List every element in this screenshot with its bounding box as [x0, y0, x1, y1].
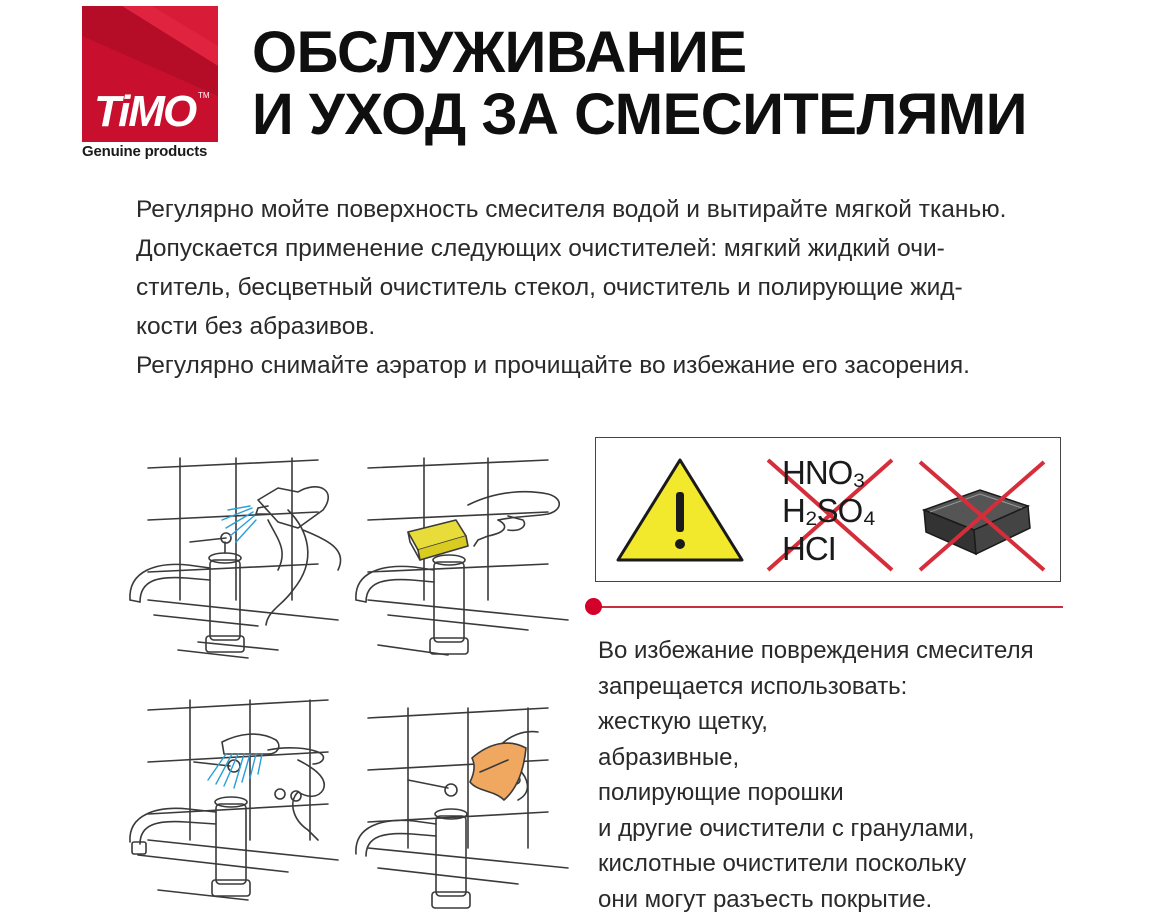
chemical-hcl: HCI — [782, 530, 836, 567]
prohibition-notice — [598, 633, 1078, 917]
sponge-cleaning-illustration — [356, 458, 568, 655]
section-divider — [585, 598, 1063, 616]
cloth-wiping-illustration — [356, 708, 568, 908]
notice-line: жесткую щетку, — [598, 708, 768, 735]
brand-logo — [82, 6, 218, 142]
intro-line: ститель, бесцветный очиститель стекол, очиститель и полирующие жид- — [136, 274, 963, 301]
aerator-cleaning-illustration — [130, 700, 338, 900]
title-line-2: И УХОД ЗА СМЕСИТЕЛЯМИ — [252, 82, 1027, 147]
notice-line: они могут разъесть покрытие. — [598, 885, 933, 913]
intro-line: Регулярно снимайте аэратор и прочищайте во избежание его засорения. — [136, 352, 970, 379]
chemical-h2so4: H₂SO₄ — [782, 492, 875, 529]
cleaning-illustrations — [118, 450, 578, 924]
logo-trademark: TM — [198, 91, 210, 100]
notice-line: Во избежание повреждения смесителя — [598, 637, 1034, 664]
warning-triangle-icon — [618, 460, 742, 560]
intro-line: Допускается применение следующих очистителей: мягкий жидкий очи- — [136, 235, 945, 262]
logo-graphic — [82, 6, 218, 142]
divider-dot — [585, 598, 602, 615]
crossed-sponge-icon — [920, 462, 1044, 570]
spray-cleaning-illustration — [130, 458, 341, 658]
intro-line: Регулярно мойте поверхность смесителя водой и вытирайте мягкой тканью. — [136, 196, 1007, 223]
notice-line: абразивные, — [598, 743, 740, 771]
page-title — [252, 22, 1027, 146]
notice-line: и другие очистители с гранулами, — [598, 814, 975, 842]
title-line-1: ОБСЛУЖИВАНИЕ — [252, 20, 747, 85]
warning-panel — [595, 437, 1061, 582]
notice-line: кислотные очистители поскольку — [598, 850, 967, 877]
intro-text — [136, 190, 1076, 385]
chemical-hno3: HNO₃ — [782, 454, 865, 491]
logo-tagline: Genuine products — [82, 143, 208, 160]
divider-line — [594, 606, 1063, 608]
intro-line: кости без абразивов. — [136, 313, 376, 340]
logo-wordmark: TiMO — [94, 87, 196, 136]
notice-line: запрещается использовать: — [598, 672, 908, 700]
prohibited-chemicals — [782, 454, 875, 568]
notice-line: полирующие порошки — [598, 779, 844, 806]
